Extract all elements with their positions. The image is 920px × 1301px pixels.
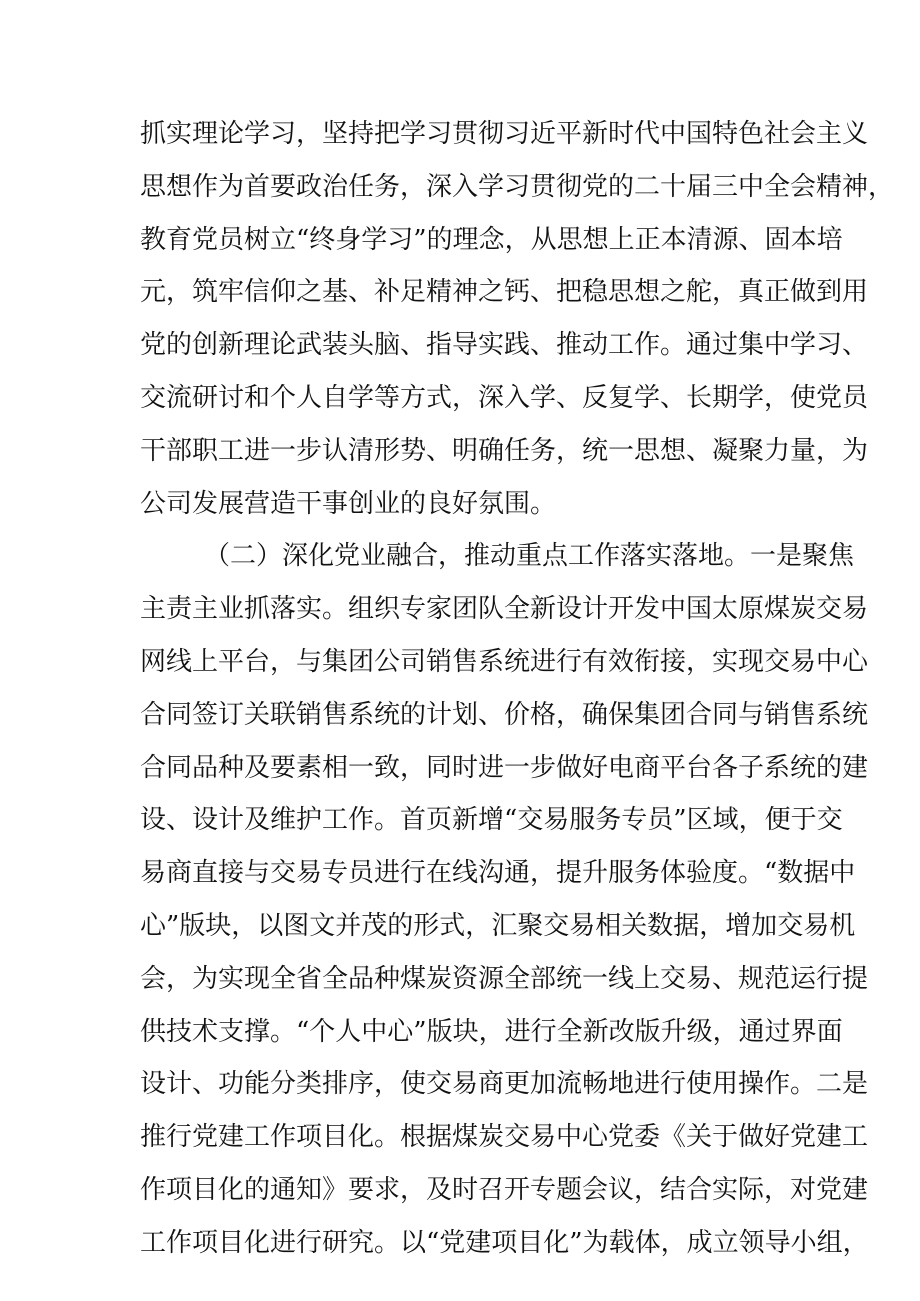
text-line: 合同品种及要素相一致，同时进一步做好电商平台各子系统的建 — [140, 752, 869, 783]
text-line: 心”版块，以图文并茂的形式，汇聚交易相关数据，增加交易机 — [140, 910, 856, 941]
text-line: 交流研讨和个人自学等方式，深入学、反复学、长期学，使党员 — [140, 382, 869, 413]
text-line: 抓实理论学习，坚持把学习贯彻习近平新时代中国特色社会主义 — [140, 119, 869, 149]
section-heading-line: （二）深化党业融合，推动重点工作落实落地。一是聚焦 — [204, 541, 855, 572]
document-body — [140, 108, 895, 1270]
text-line: 教育党员树立“终身学习”的理念，从思想上正本清源、固本培 — [140, 224, 843, 255]
text-line: 主责主业抓落实。组织专家团队全新设计开发中国太原煤炭交易 — [140, 594, 869, 625]
text-line: 公司发展营造干事创业的良好氛围。 — [140, 488, 557, 519]
text-line: 推行党建工作项目化。根据煤炭交易中心党委《关于做好党建工 — [140, 1122, 869, 1153]
text-line: 作项目化的通知》要求，及时召开专题会议，结合实际，对党建 — [140, 1174, 869, 1205]
text-line: 网线上平台，与集团公司销售系统进行有效衔接，实现交易中心 — [140, 646, 869, 677]
text-line: 干部职工进一步认清形势、明确任务，统一思想、凝聚力量，为 — [140, 435, 869, 466]
text-line: 设、设计及维护工作。首页新增“交易服务专员”区域，便于交 — [140, 805, 843, 836]
text-line: 工作项目化进行研究。以“党建项目化”为载体，成立领导小组， — [140, 1227, 869, 1258]
paragraph-theory-study — [140, 108, 895, 530]
text-line: 元，筑牢信仰之基、补足精神之钙、把稳思想之舵，真正做到用 — [140, 277, 869, 308]
text-line: 供技术支撑。“个人中心”版块，进行全新改版升级，通过界面 — [140, 1016, 843, 1047]
text-line: 设计、功能分类排序，使交易商更加流畅地进行使用操作。二是 — [140, 1069, 869, 1100]
text-line: 会，为实现全省全品种煤炭资源全部统一线上交易、规范运行提 — [140, 963, 869, 994]
text-line: 合同签订关联销售系统的计划、价格，确保集团合同与销售系统 — [140, 699, 869, 730]
text-line: 思想作为首要政治任务，深入学习贯彻党的二十届三中全会精神， — [140, 171, 895, 202]
paragraph-party-business-integration — [140, 530, 869, 1269]
text-line: 易商直接与交易专员进行在线沟通，提升服务体验度。“数据中 — [140, 858, 856, 889]
text-line: 党的创新理论武装头脑、指导实践、推动工作。通过集中学习、 — [140, 330, 869, 361]
